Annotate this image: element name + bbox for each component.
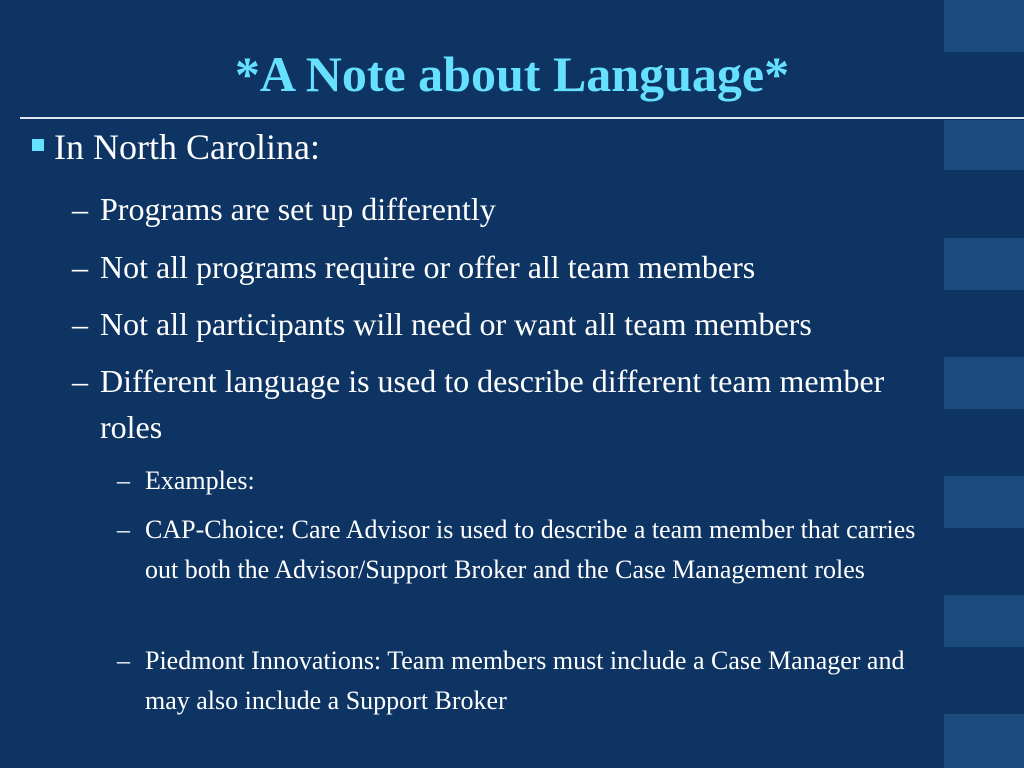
dash-icon: –: [72, 191, 88, 227]
sub-bullet: [72, 358, 952, 450]
sub-bullet: [72, 301, 952, 347]
bullet-level1: [32, 125, 320, 169]
sub-bullet: [72, 244, 952, 290]
sub-sub-bullet: [117, 461, 937, 501]
dash-icon: –: [117, 646, 130, 675]
dash-icon: –: [72, 249, 88, 285]
square-bullet-icon: [32, 139, 44, 151]
dash-icon: –: [117, 515, 130, 544]
sub-sub-bullet-text: Examples:: [145, 466, 255, 495]
sub-sub-bullet-text: CAP-Choice: Care Advisor is used to describe a team member that carries out both the Advisor/Support Broker and the Case Management roles: [145, 515, 916, 584]
sub-sub-bullet: [117, 510, 937, 590]
sub-bullet-text: Not all programs require or offer all team members: [100, 249, 756, 285]
sub-sub-bullet: [117, 641, 937, 721]
dash-icon: –: [72, 306, 88, 342]
dash-icon: –: [72, 363, 88, 399]
sub-bullet-text: Different language is used to describe different team member roles: [100, 363, 885, 445]
sub-bullet-text: Programs are set up differently: [100, 191, 496, 227]
sub-sub-bullet-text: Piedmont Innovations: Team members must include a Case Manager and may also include a Support Broker: [145, 646, 905, 715]
slide-title: *A Note about Language*: [234, 46, 790, 102]
dash-icon: –: [117, 466, 130, 495]
sub-bullet-text: Not all participants will need or want all team members: [100, 306, 812, 342]
sub-bullet: [72, 186, 952, 232]
bullet-text: In North Carolina:: [54, 127, 320, 167]
